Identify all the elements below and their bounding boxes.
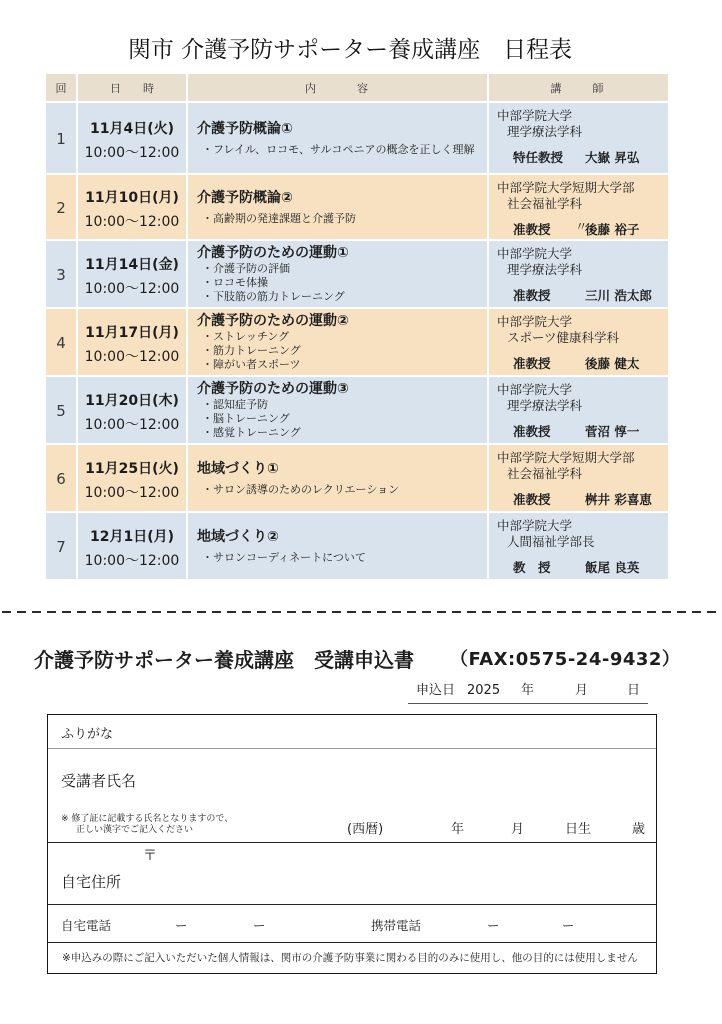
birth-calendar-label: (西暦) (347, 822, 384, 837)
lecturer-affiliation: 中部学院大学 (497, 246, 573, 261)
session-number: 3 (56, 266, 66, 284)
birth-day-unit: 日生 (565, 822, 592, 837)
session-content-cell (187, 174, 488, 240)
session-item: ・脳トレーニング (202, 412, 290, 425)
lecturer-title-line (497, 559, 668, 577)
home-phone-separator: ー (175, 918, 188, 933)
home-phone-separator: ー (253, 918, 266, 933)
session-content-cell (187, 444, 488, 512)
fax-number: （FAX:0575-24-9432） (450, 649, 681, 670)
session-time: 10:00～12:00 (84, 485, 180, 501)
lecturer-affiliation: 中部学院大学 (497, 108, 573, 123)
session-number-cell (45, 444, 77, 512)
lecturer-position: 特任教授 (513, 150, 564, 165)
header-lecturer: 講 師 (488, 73, 669, 102)
session-item: ・感覚トレーニング (202, 426, 301, 439)
session-item: ・障がい者スポーツ (202, 358, 301, 371)
session-datetime-cell (77, 376, 187, 444)
session-number-cell (45, 512, 77, 580)
furigana-label: ふりがな (61, 727, 114, 742)
mobile-phone-label: 携帯電話 (371, 918, 422, 933)
home-phone-label: 自宅電話 (61, 918, 112, 933)
session-time: 10:00～12:00 (84, 214, 180, 230)
session-item: ・認知症予防 (202, 398, 268, 411)
lecturer-name: 桝井 彩喜恵 (585, 492, 652, 507)
application-form (47, 714, 657, 974)
ditto-mark: 〃 (575, 219, 588, 234)
lecturer-affiliation: 中部学院大学 (497, 518, 573, 533)
schedule-table (44, 72, 670, 581)
schedule-row (45, 102, 669, 174)
session-time: 10:00～12:00 (84, 349, 180, 365)
application-date-month-unit: 月 (575, 683, 589, 698)
application-title: 介護予防サポーター養成講座 受講申込書 (34, 648, 414, 672)
session-topic: 介護予防概論① (197, 120, 293, 137)
lecturer-title-line (497, 221, 668, 239)
session-number: 7 (56, 538, 66, 556)
schedule-title: 関市 介護予防サポーター養成講座 日程表 (127, 37, 573, 63)
session-datetime-cell (77, 308, 187, 376)
lecturer-title-line (497, 287, 668, 305)
application-date-year-unit: 年 (521, 683, 535, 698)
session-item: ・下肢筋の筋力トレーニング (202, 290, 345, 303)
session-content-cell (187, 308, 488, 376)
session-datetime-cell (77, 512, 187, 580)
lecturer-affiliation: 中部学院大学 (497, 382, 573, 397)
mobile-phone-separator: ー (487, 918, 500, 933)
lecturer-title-line (497, 423, 668, 441)
address-label: 自宅住所 (61, 873, 122, 891)
lecturer-position: 教 授 (513, 560, 551, 575)
application-date-line (408, 682, 648, 700)
lecturer-cell (488, 174, 669, 240)
header-session-number: 回 (45, 73, 77, 102)
session-item: ・フレイル、ロコモ、サルコペニアの概念を正しく理解 (202, 142, 475, 156)
mobile-phone-separator: ー (562, 918, 575, 933)
session-time: 10:00～12:00 (84, 281, 180, 297)
session-number: 2 (56, 199, 66, 217)
schedule-body (45, 102, 669, 580)
application-date-year: 2025 (467, 683, 501, 698)
lecturer-title-line (497, 149, 668, 167)
session-number-cell (45, 240, 77, 308)
age-unit: 歳 (632, 822, 646, 837)
lecturer-position: 准教授 (513, 356, 551, 371)
session-datetime-cell (77, 174, 187, 240)
session-time: 10:00～12:00 (84, 553, 180, 569)
lecturer-department: 人間福祉学部長 (507, 534, 595, 549)
privacy-note: ※申込みの際にご記入いただいた個人情報は、関市の介護予防事業に関わる目的のみに使用し、他の目的には使用しません (62, 952, 638, 964)
birth-month-unit: 月 (511, 822, 525, 837)
session-number-cell (45, 102, 77, 174)
lecturer-title-line (497, 491, 668, 509)
name-section-divider (48, 842, 656, 843)
birth-year-unit: 年 (451, 822, 465, 837)
postal-mark: 〒 (143, 848, 157, 864)
lecturer-cell (488, 308, 669, 376)
session-content-cell (187, 376, 488, 444)
session-number-cell (45, 174, 77, 240)
lecturer-position: 准教授 (513, 492, 551, 507)
schedule-row (45, 512, 669, 580)
lecturer-position: 准教授 (513, 288, 551, 303)
schedule-row (45, 308, 669, 376)
lecturer-position: 准教授 (513, 424, 551, 439)
schedule-header-row (45, 73, 669, 102)
lecturer-name: 大嶽 昇弘 (585, 150, 640, 165)
application-date-underline (408, 703, 648, 704)
lecturer-name: 後藤 健太 (585, 356, 640, 371)
session-date: 11月14日(金) (85, 257, 179, 273)
lecturer-name: 三川 浩太郎 (585, 288, 652, 303)
session-item: ・ロコモ体操 (202, 276, 268, 289)
lecturer-name: 飯尾 良英 (585, 560, 640, 575)
session-item-list (197, 143, 487, 157)
session-topic: 介護予防のための運動② (197, 313, 349, 329)
phone-section-divider (48, 942, 656, 943)
name-note-line-1: ※ 修了証に記載する氏名となりますので、 (61, 814, 234, 824)
session-item-list (197, 212, 487, 226)
session-number: 4 (56, 334, 66, 352)
session-item-list (197, 483, 487, 497)
lecturer-cell (488, 240, 669, 308)
lecturer-department: スポーツ健康科学科 (507, 330, 620, 345)
schedule-row (45, 376, 669, 444)
session-item: ・サロンコーディネートについて (202, 550, 366, 564)
lecturer-cell (488, 512, 669, 580)
session-time: 10:00～12:00 (84, 417, 180, 433)
session-number: 6 (56, 470, 66, 488)
session-number-cell (45, 376, 77, 444)
schedule-row (45, 444, 669, 512)
lecturer-department: 理学療法学科 (507, 124, 583, 139)
session-date: 11月20日(木) (85, 393, 179, 409)
furigana-divider (48, 748, 656, 749)
schedule-row (45, 240, 669, 308)
lecturer-cell (488, 102, 669, 174)
application-date-day-unit: 日 (627, 683, 641, 698)
session-content-cell (187, 102, 488, 174)
lecturer-department: 理学療法学科 (507, 262, 583, 277)
lecturer-department: 社会福祉学科 (507, 466, 583, 481)
session-datetime-cell (77, 240, 187, 308)
address-section-divider (48, 904, 656, 905)
lecturer-affiliation: 中部学院大学短期大学部 (497, 180, 635, 195)
session-item-list (197, 551, 487, 565)
session-topic: 介護予防のための運動① (197, 245, 349, 261)
session-datetime-cell (77, 102, 187, 174)
lecturer-department: 理学療法学科 (507, 398, 583, 413)
session-date: 11月4日(火) (89, 121, 175, 137)
session-content-cell (187, 240, 488, 308)
header-content: 内 容 (187, 73, 488, 102)
session-number: 5 (56, 402, 66, 420)
session-item-list (197, 330, 487, 372)
lecturer-name: 菅沼 惇一 (585, 424, 640, 439)
lecturer-cell (488, 376, 669, 444)
session-date: 11月17日(月) (85, 325, 179, 341)
name-note-line-2: 正しい漢字でご記入ください (76, 825, 194, 835)
lecturer-cell (488, 444, 669, 512)
session-number: 1 (56, 130, 66, 148)
lecturer-affiliation: 中部学院大学 (497, 314, 573, 329)
application-date-label: 申込日 (416, 683, 456, 698)
session-item: ・筋力トレーニング (202, 344, 301, 357)
cut-line (2, 611, 720, 613)
session-date: 11月25日(火) (85, 461, 179, 477)
session-item-list (197, 262, 487, 304)
lecturer-affiliation: 中部学院大学短期大学部 (497, 450, 635, 465)
lecturer-title-line (497, 355, 668, 373)
session-date: 12月1日(月) (89, 529, 175, 545)
session-time: 10:00～12:00 (84, 145, 180, 161)
session-item: ・介護予防の評価 (202, 262, 290, 275)
session-datetime-cell (77, 444, 187, 512)
session-item: ・高齢期の発達課題と介護予防 (202, 211, 356, 225)
name-label: 受講者氏名 (61, 772, 137, 790)
lecturer-position: 准教授 (513, 222, 551, 237)
lecturer-name: 後藤 裕子 (585, 222, 640, 237)
session-topic: 介護予防のための運動③ (197, 381, 349, 397)
session-item: ・ストレッチング (202, 330, 290, 343)
session-item: ・サロン誘導のためのレクリエーション (202, 482, 400, 496)
session-topic: 地域づくり① (197, 460, 279, 477)
session-content-cell (187, 512, 488, 580)
schedule-row (45, 174, 669, 240)
session-item-list (197, 398, 487, 440)
lecturer-department: 社会福祉学科 (507, 196, 583, 211)
header-datetime: 日 時 (77, 73, 187, 102)
session-topic: 地域づくり② (197, 528, 279, 545)
session-number-cell (45, 308, 77, 376)
session-date: 11月10日(月) (85, 190, 179, 206)
session-topic: 介護予防概論② (197, 189, 293, 206)
